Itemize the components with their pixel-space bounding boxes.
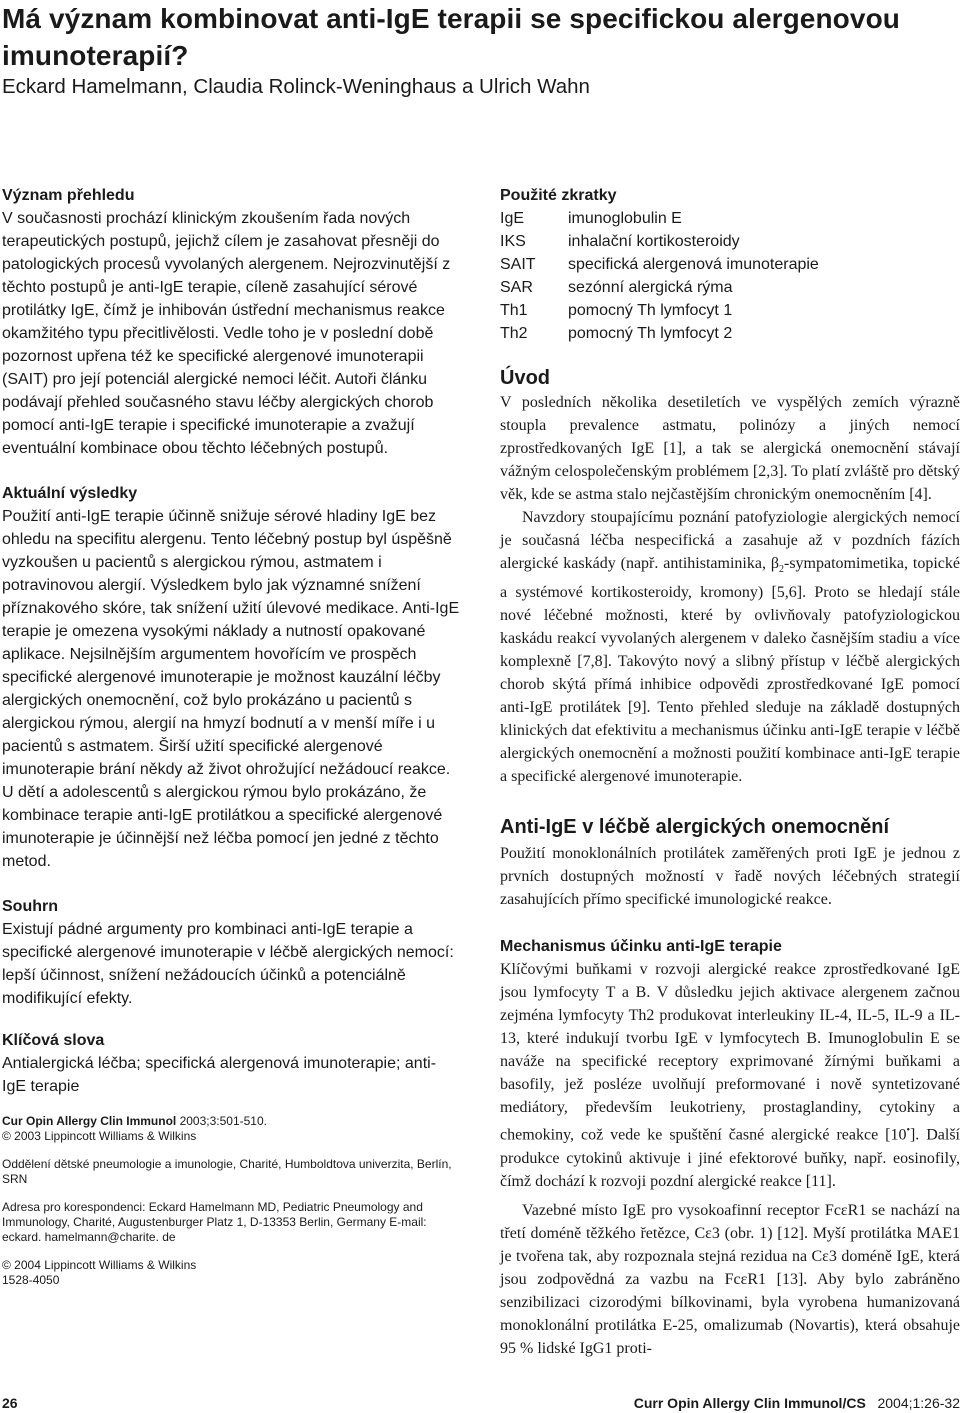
abbr-value: specifická alergenová imunoterapie (568, 256, 819, 273)
abbreviations-table (500, 207, 819, 345)
overview-text: V současnosti prochází klinickým zkoušením řada nových terapeutických postupů, jejichž cílem je zasahovat přesněji do patologických procesů vyvolaných alergenem. Nejrozvinutější z těchto postupů je anti-IgE terapie, cíleně zasahující sérové protilátky IgE, čímž je inhibován ústřední mechanismus reakce okamžitého typu přecitlivělosti. Vedle toho je v poslední době pozornost upřena též ke specifické alergenové imunoterapii (SAIT) pro její potenciál alergické nemoci léčit. Autoři článku podávají přehled současného stavu léčby alergických chorob pomocí anti-IgE terapie i specifické imunoterapie a zvažují eventuální kombinace obou těchto léčebných postupů. (2, 210, 451, 457)
keywords-heading: Klíčová slova (2, 1032, 105, 1049)
abbr-key: Th2 (500, 325, 528, 342)
intro-paragraph-2 (500, 506, 960, 788)
results-heading: Aktuální výsledky (2, 485, 138, 502)
mech-p1-part-a: Klíčovými buňkami v rozvoji alergické reakce zprostředkované IgE jsou lymfocyty T a B. V důsledku jejich aktivace alergenem začnou zejména lymfocyty Th2 produkovat interleukiny IL-4, IL-5, IL-9 a IL-13, které indukují tvorbu IgE v lymfocytech B. Imunoglobulin E se naváže na specifické receptory exprimované žírnými buňkami a basofily, jež posléze uvolňují preformované i nově syntetizované mediátory, především leukotrieny, prostaglandiny, cytokiny a chemokiny, což vede ke spuštění časné alergické reakce [10 (500, 961, 960, 1144)
abbr-row (500, 253, 819, 276)
abbr-row (500, 299, 819, 322)
mechanism-heading: Mechanismus účinku anti-IgE terapie (500, 938, 782, 956)
abbr-row (500, 322, 819, 345)
abbr-value: sezónní alergická rýma (568, 279, 733, 296)
article-title: Má význam kombinovat anti-IgE terapii se specifickou alergenovou imunoterapií? (2, 3, 900, 71)
mechanism-paragraph-1 (500, 958, 960, 1192)
results-text: Použití anti-IgE terapie účinně snižuje sérové hladiny IgE bez ohledu na specifitu alergenu. Tento léčebný postup byl úspěšně vyzkoušen u pacientů s alergickou rýmou, astmatem i potravinovou alergií. Výsledkem bylo jak významné snížení příznakového skóre, tak snížení užití úlevové medikace. Anti-IgE terapie je omezena vysokými náklady a nutností opakované aplikace. Nejsilnějším argumentem hovořícím ve prospěch specifické alergenové imunoterapie je možnost kauzální léčby alergických onemocnění, což bylo prokázáno u pacientů s alergickou rýmou, alergií na hmyzí bodnutí a v menší míře i u pacientů s astmatem. Širší užití specifické alergenové imunoterapie brání někdy až život ohrožující nežádoucí reakce. U dětí a adolescentů s alergickou rýmou bylo prokázáno, že kombinace terapie anti-IgE protilátkou a specifické alergenové imunoterapie je účinnější než léčba pomocí jen jedné z těchto metod. (2, 508, 460, 870)
abbr-value: pomocný Th lymfocyt 1 (568, 302, 733, 319)
abbr-value: inhalační kortikosteroidy (568, 233, 740, 250)
correspondence: Adresa pro korespondenci: Eckard Hamelmann MD, Pediatric Pneumology and Immunology, Charité, Augustenburger Platz 1, D-13353 Berlin, Germany E-mail: eckard. hamelmann@charite. de (2, 1200, 427, 1244)
abbr-value: imunoglobulin E (568, 210, 682, 227)
citation-journal: Cur Opin Allergy Clin Immunol (2, 1114, 177, 1128)
intro-p2-subscript: 2 (779, 564, 784, 576)
abbr-row (500, 276, 819, 299)
intro-heading: Úvod (500, 367, 550, 389)
intro-p2-part-a: Navzdory stoupajícímu poznání patofyziologie alergických nemocí je současná léčba nespecifická a zasahuje až v pozdních fázích alergické kaskády (např. antihistaminika, β (500, 509, 960, 572)
abbr-value: pomocný Th lymfocyt 2 (568, 325, 733, 342)
page-number: 26 (2, 1395, 18, 1411)
abbr-key: IKS (500, 233, 526, 250)
mechanism-paragraph-2: Vazebné místo IgE pro vysokoafinní receptor FcεR1 se nachází na třetí doméně těžkého řetězce, Cε3 (obr. 1) [12]. Myší protilátka MAE1 je tvořena tak, aby rozpoznala stejná rezidua na Cε3 doméně IgE, která jsou zodpovědná za vazbu na FcεR1 [13]. Aby bylo zabráněno senzibilizaci cizorodými bílkovinami, byla vyrobena humanizovaná monoklonální protilátka E-25, omalizumab (Novartis), která obsahuje 95 % lidské IgG1 proti- (500, 1201, 960, 1357)
summary-heading: Souhrn (2, 898, 58, 915)
abbr-row (500, 230, 819, 253)
footer-journal (634, 1394, 960, 1412)
overview-heading: Význam přehledu (2, 187, 135, 204)
anti-ige-paragraph: Použití monoklonálních protilátek zaměřených proti IgE je jednou z prvních dostupných možností v řadě nových léčebných strategií zasahujících přímo specifické imunologické reakce. (500, 845, 960, 909)
department: Oddělení dětské pneumologie a imunologie, Charité, Humboldtova univerzita, Berlín, SRN (2, 1157, 452, 1186)
intro-paragraph-1: V posledních několika desetiletích ve vyspělých zemích výrazně stoupla prevalence astmatu, polinózy a jiných nemocí zprostředkovaných IgE [1], a tak se alergická onemocnění stávají vážným celospolečenským problémem [2,3]. To platí zvláště pro dětský věk, kde se astma stalo nejčastějším chronickým onemocněním [4]. (500, 394, 960, 503)
mech-p1-superscript: • (906, 1125, 910, 1137)
main-column (500, 184, 960, 1360)
copyright-2004: © 2004 Lippincott Williams & Wilkins (2, 1258, 197, 1272)
abbr-key: IgE (500, 210, 525, 227)
issn: 1528-4050 (2, 1273, 60, 1287)
summary-text: Existují pádné argumenty pro kombinaci anti-IgE terapie a specifické alergenové imunoterapie v léčbě alergických nemocí: lepší účinnost, snížení nežádoucích účinků a potenciálně modifikující efekty. (2, 921, 454, 1007)
article-authors: Eckard Hamelmann, Claudia Rolinck-Weninghaus a Ulrich Wahn (2, 75, 590, 98)
abbr-key: Th1 (500, 302, 528, 319)
abstract-column (2, 184, 460, 1288)
footer-journal-name: Curr Opin Allergy Clin Immunol/CS (633, 1395, 866, 1411)
copyright-2003: © 2003 Lippincott Williams & Wilkins (2, 1129, 197, 1143)
abbr-key: SAR (500, 279, 533, 296)
anti-ige-heading: Anti-IgE v léčbě alergických onemocnění (500, 816, 890, 839)
intro-p2-part-b: -sympatomimetika, topické a systémové kortikosteroidy, kromony) [5,6]. Proto se hledají stále nové léčebné možnosti, které by ovlivňovaly patofyziologickou kaskádu reakcí vyvolaných alergenem v daleko časnějším stadiu a více komplexně [7,8]. Takovýto nový a slibný přístup v léčbě alergických chorob skýtá přímá inhibice odpovědi zprostředkované IgE pomocí anti-IgE protilátek [9]. Tento přehled sleduje na základě dostupných klinických dat efektivitu a mechanismus účinku anti-IgE terapie v léčbě alergických onemocnění a možnosti použití kombinace anti-IgE terapie a specifické alergenové imunoterapie. (500, 555, 960, 786)
citation-line (2, 1114, 460, 1129)
citation-ref: 2003;3:501-510. (176, 1114, 267, 1128)
footer-journal-ref: 2004;1:26-32 (877, 1395, 960, 1411)
abbreviations-heading: Použité zkratky (500, 187, 617, 204)
abbr-row (500, 207, 819, 230)
article-header (2, 0, 952, 100)
abbr-key: SAIT (500, 256, 536, 273)
keywords-text: Antialergická léčba; specifická alergenová imunoterapie; anti-IgE terapie (2, 1055, 437, 1095)
mech-p1-part-b: ]. Další produkce cytokinů aktivuje i jiné efektorové buňky, např. eosinofily, čímž dochází k rozvoji pozdní alergické reakce [11]. (500, 1126, 960, 1190)
